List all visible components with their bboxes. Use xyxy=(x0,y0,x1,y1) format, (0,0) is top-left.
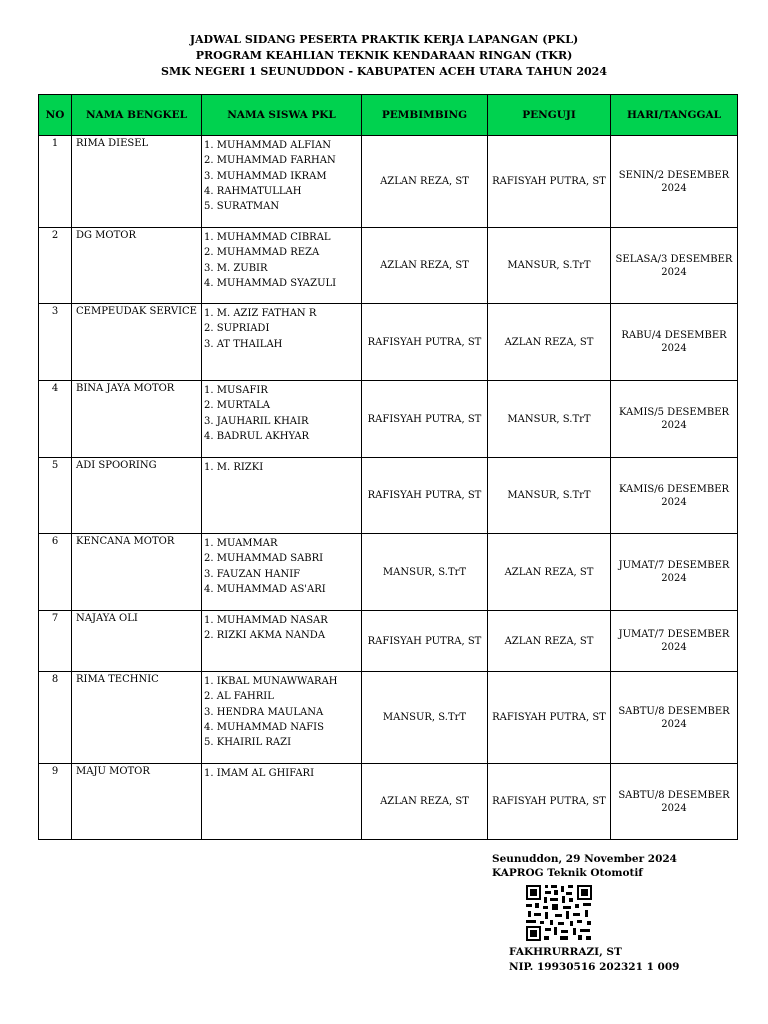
cell-nama-bengkel: RIMA TECHNIC xyxy=(72,672,202,764)
cell-no: 7 xyxy=(39,611,72,672)
cell-penguji: AZLAN REZA, ST xyxy=(488,304,611,381)
student-list xyxy=(204,306,361,352)
student-list-item: 4. RAHMATULLAH xyxy=(204,185,302,197)
title-line-3: SMK NEGERI 1 SEUNUDDON - KABUPATEN ACEH UTARA TAHUN 2024 xyxy=(161,65,607,78)
student-list xyxy=(204,674,361,750)
cell-nama-siswa xyxy=(202,534,362,611)
cell-penguji: AZLAN REZA, ST xyxy=(488,534,611,611)
signature-place-date: Seunuddon, 29 November 2024 xyxy=(492,853,677,865)
student-list xyxy=(204,536,361,597)
cell-no: 3 xyxy=(39,304,72,381)
cell-nama-siswa xyxy=(202,304,362,381)
student-list-item: 4. MUHAMMAD SYAZULI xyxy=(204,277,337,289)
student-list-item: 3. HENDRA MAULANA xyxy=(204,706,324,718)
cell-hari-tanggal: KAMIS/6 DESEMBER 2024 xyxy=(611,458,738,534)
cell-no: 9 xyxy=(39,764,72,840)
student-list xyxy=(204,613,361,644)
cell-nama-bengkel: KENCANA MOTOR xyxy=(72,534,202,611)
student-list-item: 1. MUHAMMAD NASAR xyxy=(204,615,328,626)
signer-name: FAKHRURRAZI, ST xyxy=(509,946,622,958)
student-list-item: 3. FAUZAN HANIF xyxy=(204,568,301,580)
cell-penguji: RAFISYAH PUTRA, ST xyxy=(488,672,611,764)
cell-pembimbing: RAFISYAH PUTRA, ST xyxy=(362,304,488,381)
student-list-item: 1. MUHAMMAD ALFIAN xyxy=(204,140,331,151)
student-list-item: 4. MUHAMMAD NAFIS xyxy=(204,721,324,733)
document-title xyxy=(0,32,768,80)
student-list-item: 2. SUPRIADI xyxy=(204,323,270,335)
cell-nama-siswa xyxy=(202,136,362,228)
cell-pembimbing: MANSUR, S.TrT xyxy=(362,672,488,764)
cell-pembimbing: RAFISYAH PUTRA, ST xyxy=(362,381,488,458)
student-list-item: 5. SURATMAN xyxy=(204,201,280,213)
cell-penguji: RAFISYAH PUTRA, ST xyxy=(488,764,611,840)
cell-nama-bengkel: BINA JAYA MOTOR xyxy=(72,381,202,458)
cell-no: 1 xyxy=(39,136,72,228)
cell-nama-bengkel: MAJU MOTOR xyxy=(72,764,202,840)
signature-footer xyxy=(509,945,679,975)
cell-nama-bengkel: RIMA DIESEL xyxy=(72,136,202,228)
cell-nama-bengkel: DG MOTOR xyxy=(72,228,202,304)
student-list-item: 3. MUHAMMAD IKRAM xyxy=(204,170,327,182)
col-header-pembimbing: PEMBIMBING xyxy=(362,95,488,136)
student-list xyxy=(204,230,361,291)
col-header-nama-bengkel: NAMA BENGKEL xyxy=(72,95,202,136)
table-row xyxy=(39,228,738,304)
cell-hari-tanggal: SABTU/8 DESEMBER 2024 xyxy=(611,672,738,764)
student-list-item: 2. MURTALA xyxy=(204,400,270,412)
cell-nama-bengkel: ADI SPOORING xyxy=(72,458,202,534)
cell-hari-tanggal: JUMAT/7 DESEMBER 2024 xyxy=(611,611,738,672)
student-list-item: 2. MUHAMMAD SABRI xyxy=(204,553,324,565)
title-line-1: JADWAL SIDANG PESERTA PRAKTIK KERJA LAPANGAN (PKL) xyxy=(189,33,579,46)
student-list-item: 1. M. RIZKI xyxy=(204,462,264,473)
cell-hari-tanggal: JUMAT/7 DESEMBER 2024 xyxy=(611,534,738,611)
table-row xyxy=(39,611,738,672)
cell-no: 2 xyxy=(39,228,72,304)
signature-block xyxy=(492,852,677,880)
signer-nip: NIP. 19930516 202321 1 009 xyxy=(509,961,680,973)
student-list-item: 3. M. ZUBIR xyxy=(204,262,268,274)
cell-penguji: AZLAN REZA, ST xyxy=(488,611,611,672)
cell-hari-tanggal: KAMIS/5 DESEMBER 2024 xyxy=(611,381,738,458)
cell-penguji: RAFISYAH PUTRA, ST xyxy=(488,136,611,228)
title-line-2: PROGRAM KEAHLIAN TEKNIK KENDARAAN RINGAN (TKR) xyxy=(195,49,573,62)
schedule-table xyxy=(38,94,738,840)
student-list-item: 3. AT THAILAH xyxy=(204,338,283,350)
cell-nama-siswa xyxy=(202,764,362,840)
student-list-item: 2. AL FAHRIL xyxy=(204,691,274,703)
student-list xyxy=(204,766,361,781)
table-body xyxy=(39,136,738,840)
table-header-row xyxy=(39,95,738,136)
cell-pembimbing: AZLAN REZA, ST xyxy=(362,136,488,228)
cell-penguji: MANSUR, S.TrT xyxy=(488,228,611,304)
signature-position: KAPROG Teknik Otomotif xyxy=(492,867,643,879)
cell-hari-tanggal: SENIN/2 DESEMBER 2024 xyxy=(611,136,738,228)
cell-no: 4 xyxy=(39,381,72,458)
cell-hari-tanggal: RABU/4 DESEMBER 2024 xyxy=(611,304,738,381)
table-row xyxy=(39,304,738,381)
cell-nama-siswa xyxy=(202,228,362,304)
student-list-item: 1. MUHAMMAD CIBRAL xyxy=(204,232,331,243)
table-row xyxy=(39,381,738,458)
cell-no: 5 xyxy=(39,458,72,534)
table-row xyxy=(39,672,738,764)
cell-pembimbing: RAFISYAH PUTRA, ST xyxy=(362,611,488,672)
cell-hari-tanggal: SABTU/8 DESEMBER 2024 xyxy=(611,764,738,840)
cell-no: 8 xyxy=(39,672,72,764)
cell-nama-siswa xyxy=(202,381,362,458)
cell-penguji: MANSUR, S.TrT xyxy=(488,458,611,534)
cell-pembimbing: AZLAN REZA, ST xyxy=(362,228,488,304)
cell-nama-siswa xyxy=(202,458,362,534)
student-list xyxy=(204,460,361,475)
student-list-item: 1. IMAM AL GHIFARI xyxy=(204,768,315,779)
cell-no: 6 xyxy=(39,534,72,611)
student-list-item: 2. MUHAMMAD REZA xyxy=(204,247,320,259)
cell-nama-bengkel: CEMPEUDAK SERVICE xyxy=(72,304,202,381)
student-list-item: 1. IKBAL MUNAWWARAH xyxy=(204,676,338,687)
cell-pembimbing: MANSUR, S.TrT xyxy=(362,534,488,611)
student-list-item: 1. MUSAFIR xyxy=(204,385,268,396)
student-list-item: 4. MUHAMMAD AS'ARI xyxy=(204,583,326,595)
cell-pembimbing: AZLAN REZA, ST xyxy=(362,764,488,840)
cell-hari-tanggal: SELASA/3 DESEMBER 2024 xyxy=(611,228,738,304)
cell-nama-bengkel: NAJAYA OLI xyxy=(72,611,202,672)
student-list-item: 2. MUHAMMAD FARHAN xyxy=(204,155,336,167)
table-row xyxy=(39,764,738,840)
table-row xyxy=(39,534,738,611)
cell-nama-siswa xyxy=(202,672,362,764)
qr-code-icon xyxy=(525,884,593,942)
cell-pembimbing: RAFISYAH PUTRA, ST xyxy=(362,458,488,534)
col-header-nama-siswa: NAMA SISWA PKL xyxy=(202,95,362,136)
student-list-item: 3. JAUHARIL KHAIR xyxy=(204,415,309,427)
student-list-item: 4. BADRUL AKHYAR xyxy=(204,430,310,442)
table-row xyxy=(39,458,738,534)
col-header-hari-tanggal: HARI/TANGGAL xyxy=(611,95,738,136)
student-list xyxy=(204,138,361,214)
student-list xyxy=(204,383,361,444)
col-header-penguji: PENGUJI xyxy=(488,95,611,136)
student-list-item: 5. KHAIRIL RAZI xyxy=(204,737,292,749)
cell-nama-siswa xyxy=(202,611,362,672)
col-header-no: NO xyxy=(39,95,72,136)
student-list-item: 1. MUAMMAR xyxy=(204,538,278,549)
student-list-item: 2. RIZKI AKMA NANDA xyxy=(204,630,326,642)
cell-penguji: MANSUR, S.TrT xyxy=(488,381,611,458)
student-list-item: 1. M. AZIZ FATHAN R xyxy=(204,308,317,319)
table-row xyxy=(39,136,738,228)
